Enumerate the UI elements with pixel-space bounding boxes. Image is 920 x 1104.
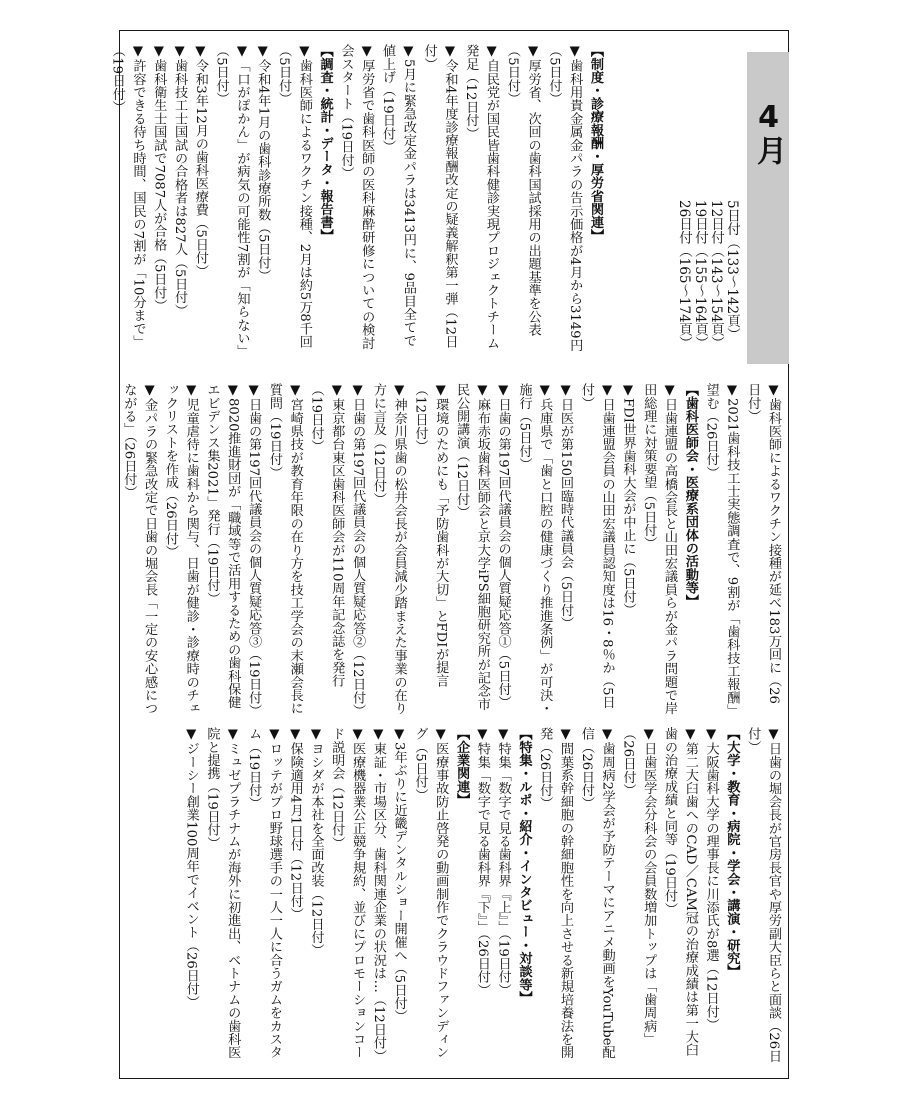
section-heading: 【特集・ルポ・紹介・インタビュー・対談等】 xyxy=(516,727,532,1005)
issue-date: 5日付（133〜142頁） xyxy=(724,200,740,342)
news-item: ▼令和4年1月の歯科診療所数（5日付） xyxy=(255,44,271,283)
news-item: ▼東証・市場区分、歯科関連企業の状況は…（12日付） xyxy=(370,727,386,1063)
news-item: ▼日歯の第197回代議員会の個人質疑応答③（19日付） xyxy=(246,383,262,718)
news-item: ▼日歯の第197回代議員会の個人質疑応答②（12日付） xyxy=(350,383,366,718)
news-item: ▼厚労省で歯科医師の医科麻酔研修についての検討会スタート（19日付） xyxy=(338,44,375,350)
news-item: ▼歯科衛生士国試で7087人が合格（5日付） xyxy=(151,44,167,313)
news-item: ▼許容できる待ち時間、国民の7割が「10分まで」（19日付） xyxy=(109,44,146,349)
news-item: ▼日歯連盟会員の山田宏議員認知度は16・8％か（5日付） xyxy=(578,383,615,709)
news-item: ▼日歯の堀会長が官房長官や厚労副大臣らと面談（26日付） xyxy=(745,727,781,1063)
section-heading: 【歯科医師会・医療系団体の活動等】 xyxy=(682,383,698,608)
issue-date: 19日付（155〜164頁） xyxy=(692,200,708,350)
news-item: ▼医療機器業公正競争規約、並びにプロモーションコード説明会（12日付） xyxy=(329,727,366,1059)
news-item: ▼厚労省、次回の歯科国試採用の出題基準を公表（5日付） xyxy=(504,44,541,337)
news-item: ▼間葉系幹細胞の幹細胞性を向上させる新規培養法を開発（26日付） xyxy=(537,727,574,1059)
news-item: ▼令和3年12月の歯科医療費（5日付） xyxy=(192,44,208,278)
news-item: ▼麻布赤坂歯科医師会と京大学iPS細胞研究所が記念市民公開講演（12日付） xyxy=(454,383,490,711)
news-item: ▼特集「数字で見る歯科界『下』」（26日付） xyxy=(474,727,490,997)
month-title-box xyxy=(747,52,789,364)
news-item: ▼FDI世界歯科大会が中止に（5日付） xyxy=(620,383,636,617)
news-item: ▼金パラの緊急改定で日歯の堀会長「一定の安心感につながる」（26日付） xyxy=(121,383,158,715)
news-item: ▼令和4年度診療報酬改定の疑義解釈第一弾（12日付） xyxy=(421,44,458,349)
news-item: ▼第二大臼歯へのCAD／CAM冠の治療成績は第一大臼歯の治療成績と同等（19日付） xyxy=(662,727,698,1057)
news-item: ▼日歯の第197回代議員会の個人質疑応答①（5日付） xyxy=(495,383,511,709)
news-item: ▼保険適用4月1日付（12日付） xyxy=(287,727,303,921)
issue-date: 12日付（143〜154頁） xyxy=(708,200,724,350)
news-item: ▼8020推進財団が「職域等で活用するための歯科保健エビデンス集2021」発行（19日付） xyxy=(204,383,241,709)
section-heading: 【大学・教育・病院・学会・講演・研究】 xyxy=(724,727,740,978)
news-item: ▼兵庫県で「歯と口腔の健康づくり推進条例」が可決・施行（5日付） xyxy=(516,383,553,715)
news-item: ▼ヨシダが本社を全面改装（12日付） xyxy=(308,727,324,957)
section-heading: 【企業関連】 xyxy=(454,727,470,807)
news-item: ▼自民党が国民皆歯科健診実現プロジェクトチーム発足（12日付） xyxy=(463,44,500,350)
section-heading: 【調査・統計・データ・報告書】 xyxy=(317,44,333,242)
section-heading: 【制度・診療報酬・厚労省関連】 xyxy=(588,44,603,242)
news-item: ▼3年ぶりに近畿デンタルショー開催へ（5日付） xyxy=(391,727,407,1023)
news-item: ▼「口がぽかん」が病気の可能性7割が「知らない」（5日付） xyxy=(213,44,250,352)
column-2 xyxy=(121,383,783,718)
month-title: 4月 xyxy=(751,100,786,165)
news-item: ▼特集「数字で見る歯科界『上』」（19日付） xyxy=(495,727,511,997)
news-item: ▼2021歯科技工士実態調査で、9割が「歯科技工報酬」望む（26日付） xyxy=(703,383,740,711)
news-item: ▼医療事故防止啓発の動画制作でクラウドファンディング（5日付） xyxy=(412,727,449,1059)
issue-date-list xyxy=(676,200,740,350)
news-item: ▼神奈川県歯の松井会長が会員減少踏まえた事業の在り方に言及（12日付） xyxy=(370,383,407,715)
news-item: ▼5月に緊急改定金パラは3413円に、9品目全てで値上げ（19日付） xyxy=(380,44,416,347)
news-item: ▼ロッテがプロ野球選手の一人一人に合うガムをカスタム（19日付） xyxy=(246,727,282,1059)
column-1 xyxy=(109,44,605,356)
news-item: ▼児童虐待に歯科から関与、日歯が健診・診療時のチェックリストを作成（26日付） xyxy=(162,383,199,715)
news-item: ▼歯科医師によるワクチン接種、2月は約5万8千回（5日付） xyxy=(276,44,312,349)
column-3 xyxy=(130,727,783,1067)
news-item: ▼宮崎県技が教育年限の在り方を技工学会の末瀬会長に質問（19日付） xyxy=(266,383,303,715)
news-item: ▼歯科技工士国試の合格者は827人（5日付） xyxy=(172,44,188,317)
news-item: ▼環境のためにも「予防歯科が大切」とFDIが提言（12日付） xyxy=(412,383,449,687)
issue-date: 26日付（165〜174頁） xyxy=(676,200,692,350)
news-item: ▼歯科医師によるワクチン接種が延べ183万回に（26日付） xyxy=(745,383,781,704)
news-item: ▼日歯連盟の高橋会長と山田宏議員らが金パラ問題で岸田総理に対策要望（5日付） xyxy=(641,383,678,715)
news-item: ▼東京都台東区歯科医師会が110周年記念誌を発行（19日付） xyxy=(308,383,345,688)
news-item: ▼ミュゼプラチナムが海外に初進出、ベトナムの歯科医院と提携（19日付） xyxy=(204,727,241,1059)
news-item: ▼大阪歯科大学の理事長に川添氏が8選（12日付） xyxy=(703,727,719,1032)
news-item: ▼日歯医学会分科会の会員数増加トップは「歯周病」（26日付） xyxy=(620,727,657,1046)
news-item: ▼歯科用貴金属金パラの告示価格が4月から3149円（5日付） xyxy=(546,44,583,352)
news-item: ▼歯周病2学会が予防テーマにアニメ動画をYouTube配信（26日付） xyxy=(578,727,615,1059)
news-item: ▼日医が第150回臨時代議員会（5日付） xyxy=(558,383,574,630)
news-item: ▼ジーシー創業100周年でイベント（26日付） xyxy=(183,727,199,1009)
